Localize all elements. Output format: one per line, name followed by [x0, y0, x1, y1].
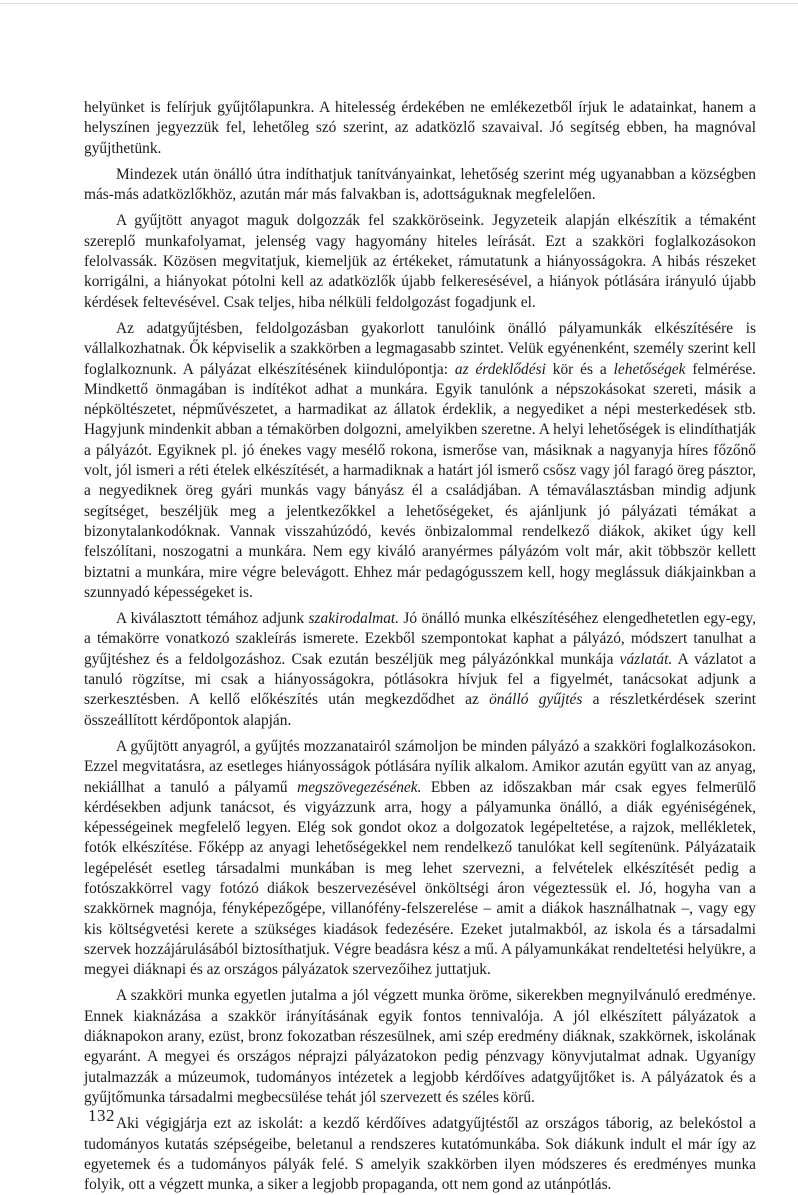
text-run: A kiválasztott témához adjunk: [116, 610, 309, 628]
text-run: Aki végigjárja ezt az iskolát: a kezdő kérdőíves adatgyűjtéstől az országos táborig, az belekóstol a tudományos kutatás szépségeibe, beletanul a rendszeres kutatómunkába. Sok diákunk indult el már így az egyetemek és a tudományos pályák felé. S amelyik szakkörben ilyen módszeres és eredményes munka folyik, ott a végzett munka, a siker a legjobb propaganda, ott nem gond az utánpótlás.: [84, 1115, 756, 1194]
text-run: Ebben az időszakban már csak egyes felmerülő kérdésekben adjunk tanácsot, és vigyázzunk arra, hogy a pályamunka önálló, a diák egyéniségének, képességeinek megfelelő legyen. Elég sok gondot okoz a dolgozatok legépeltetése, a rajzok, mellékletek, fotók elkészítése. Főképp az anyagi lehetőségekkel nem rendelkező tanulókat kell segítenünk. Pályázataik legépelését esetleg társadalmi munkában is meg lehet szervezni, a felvételek elkészítését pedig a fotószakkörrel vagy fotózó diákok beszervezésével önköltségi áron végeztessük el. Jó, hogyha van a szakkörnek magnója, fényképezőgépe, villanófény-felszerelése – amit a diákok használhatnak –, vagy egy kis költségvetési kerete a szükséges kiadások fedezésére. Ezeket jutalmakból, az iskola és a társadalmi szervek hozzájárulásából biztosíthatjuk. Végre beadásra kész a mű. A pályamunkákat rendeltetési helyükre, a megyei diáknapi és az országos pályázatok szervezőihez juttatjuk.: [84, 778, 756, 979]
top-edge-rule: [0, 3, 798, 4]
paragraph: [84, 98, 756, 159]
text-run: Mindezek után önálló útra indíthatjuk tanítványainkat, lehetőség szerint még ugyanabban a községben más-más adatközlőkhöz, azután már más falvakban is, adottságuknak megfelelően.: [84, 165, 756, 204]
text-run: kör és a: [545, 360, 614, 378]
body-text: [84, 98, 756, 1195]
text-run: Az adatgyűjtésben, feldolgozásban gyakorlott tanulóink önálló pályamunkák elkészítésére is vállalkozhatnak. Ők képviselik a szakkörben a legmagasabb szintet. Velük egyénenként, személy szerint kell foglalkoznunk. A pályázat elkészítésének kiindulópontja:: [84, 319, 756, 378]
text-run: a részletkérdések szerint összeállított kérdőpontok alapján.: [84, 691, 756, 729]
paragraph: [84, 609, 756, 731]
paragraph: [84, 319, 756, 603]
italic-term: önálló gyűjtés: [489, 691, 583, 709]
paragraph: [84, 1114, 756, 1195]
text-run: helyünket is felírjuk gyűjtőlapunkra. A hitelesség érdekében ne emlékezetből írjuk le adatainkat, hanem a helyszínen jegyezzük fel, lehetőleg szó szerint, az adatközlő szavaival. Jó segítség ebben, ha magnóval gyűjthetünk.: [84, 99, 756, 157]
italic-term: szakirodalmat.: [308, 610, 400, 628]
italic-term: vázlatát.: [619, 650, 673, 668]
italic-term: lehetőségek: [613, 360, 686, 378]
text-run: felmérése. Mindkettő önmagában is indítékot adhat a munkára. Egyik tanulónk a népszokásokat szereti, másik a népköltészetet, népművészetet, a harmadikat az állatok érdeklik, a negyediket a népi mesterkedések stb. Hagyjunk mindenkit abban a témakörben dolgozni, amelyikben szeretne. A helyi lehetőségek is elindíthatják a pályázót. Egyiknek pl. jó énekes vagy mesélő rokona, ismerőse van, másiknak a nagyanyja híres főzőnő volt, jól ismeri a réti ételek elkészítését, a harmadiknak a határt jól ismerő csősz vagy jól faragó öreg pásztor, a negyediknek öreg gyári munkás vagy bányász él a családjában. A témaválasztásban mindig adjunk segítséget, beszéljük meg a jelentkezőkkel a lehetőségeket, és ajánljunk jó pályázati témákat a bizonytalankodóknak. Vannak visszahúzódó, kevés önbizalommal rendelkező diákok, akiket úgy kell felszólítani, noszogatni a munkára. Nem egy kiváló aranyérmes pályázóm volt már, akit többször kellett biztatni a munkára, mire végre belevágott. Ehhez már pedagógusszem kell, hogy meglássuk diákjainkban a szunnyadó képességeket is.: [84, 360, 756, 601]
page-number: 132: [88, 1106, 115, 1125]
text-run: A gyűjtött anyagról, a gyűjtés mozzanatairól számoljon be minden pályázó a szakköri foglalkozásokon. Ezzel megvitatásra, az esetleges hiányosságok pótlására nyílik alkalom. Amikor azután együtt van az anyag, nekiállhat a tanuló a pályamű: [84, 737, 756, 796]
italic-term: az érdeklődési: [454, 360, 546, 378]
paragraph: [84, 165, 756, 206]
paragraph: [84, 211, 756, 312]
text-run: A gyűjtött anyagot maguk dolgozzák fel szakköröseink. Jegyzeteik alapján elkészítik a témaként szereplő munkafolyamat, jelenség vagy hagyomány hiteles leírását. Ezt a szakköri foglalkozásokon felolvassák. Közösen megvitatjuk, kiemeljük az értékeket, rámutatunk a hiányosságokra. A hibás részeket korrigálni, a hiányokat pótolni kell az adatközlők újabb felkeresésével, a hiányok pótlására irányuló újabb kérdések feltevésével. Csak teljes, hiba nélküli feldolgozást fogadjunk el.: [84, 212, 756, 311]
text-run: Jó önálló munka elkészítéséhez elengedhetetlen egy-egy, a témakörre vonatkozó szakleírás ismerete. Ezekből szempontokat kaphat a pályázó, módszert tanulhat a gyűjtéshez és a feldolgozáshoz. Csak ezután beszéljük meg pályázónkkal munkája: [84, 610, 756, 668]
text-run: A vázlatot a tanuló rögzítse, mi csak a hiányosságokra, pótlásokra hívjuk fel a figyelmét, tanácsokat adjunk a szerkesztésben. A kellő előkészítés után megkezdődhet az: [84, 650, 756, 709]
paragraph: [84, 737, 756, 981]
text-run: A szakköri munka egyetlen jutalma a jól végzett munka öröme, sikerekben megnyilvánuló eredménye. Ennek kiaknázása a szakkör irányításának egyik fontos tennivalója. A jól elkészített pályázatok a diáknapokon arany, ezüst, bronz fokozatban részesülnek, ami szép eredmény diáknak, szakkörnek, iskolának egyaránt. A megyei és országos néprajzi pályázatokon pedig pénzvagy könyvjutalmat adnak. Ugyanígy jutalmazzák a múzeumok, tudományos intézetek a legjobb kérdőíves adatgyűjtőket is. A pályázatok és a gyűjtőmunka társadalmi megbecsülése tehát jól szervezett és széles körű.: [84, 987, 756, 1106]
italic-term: megszövegezésének.: [297, 778, 422, 796]
paragraph: [84, 986, 756, 1108]
